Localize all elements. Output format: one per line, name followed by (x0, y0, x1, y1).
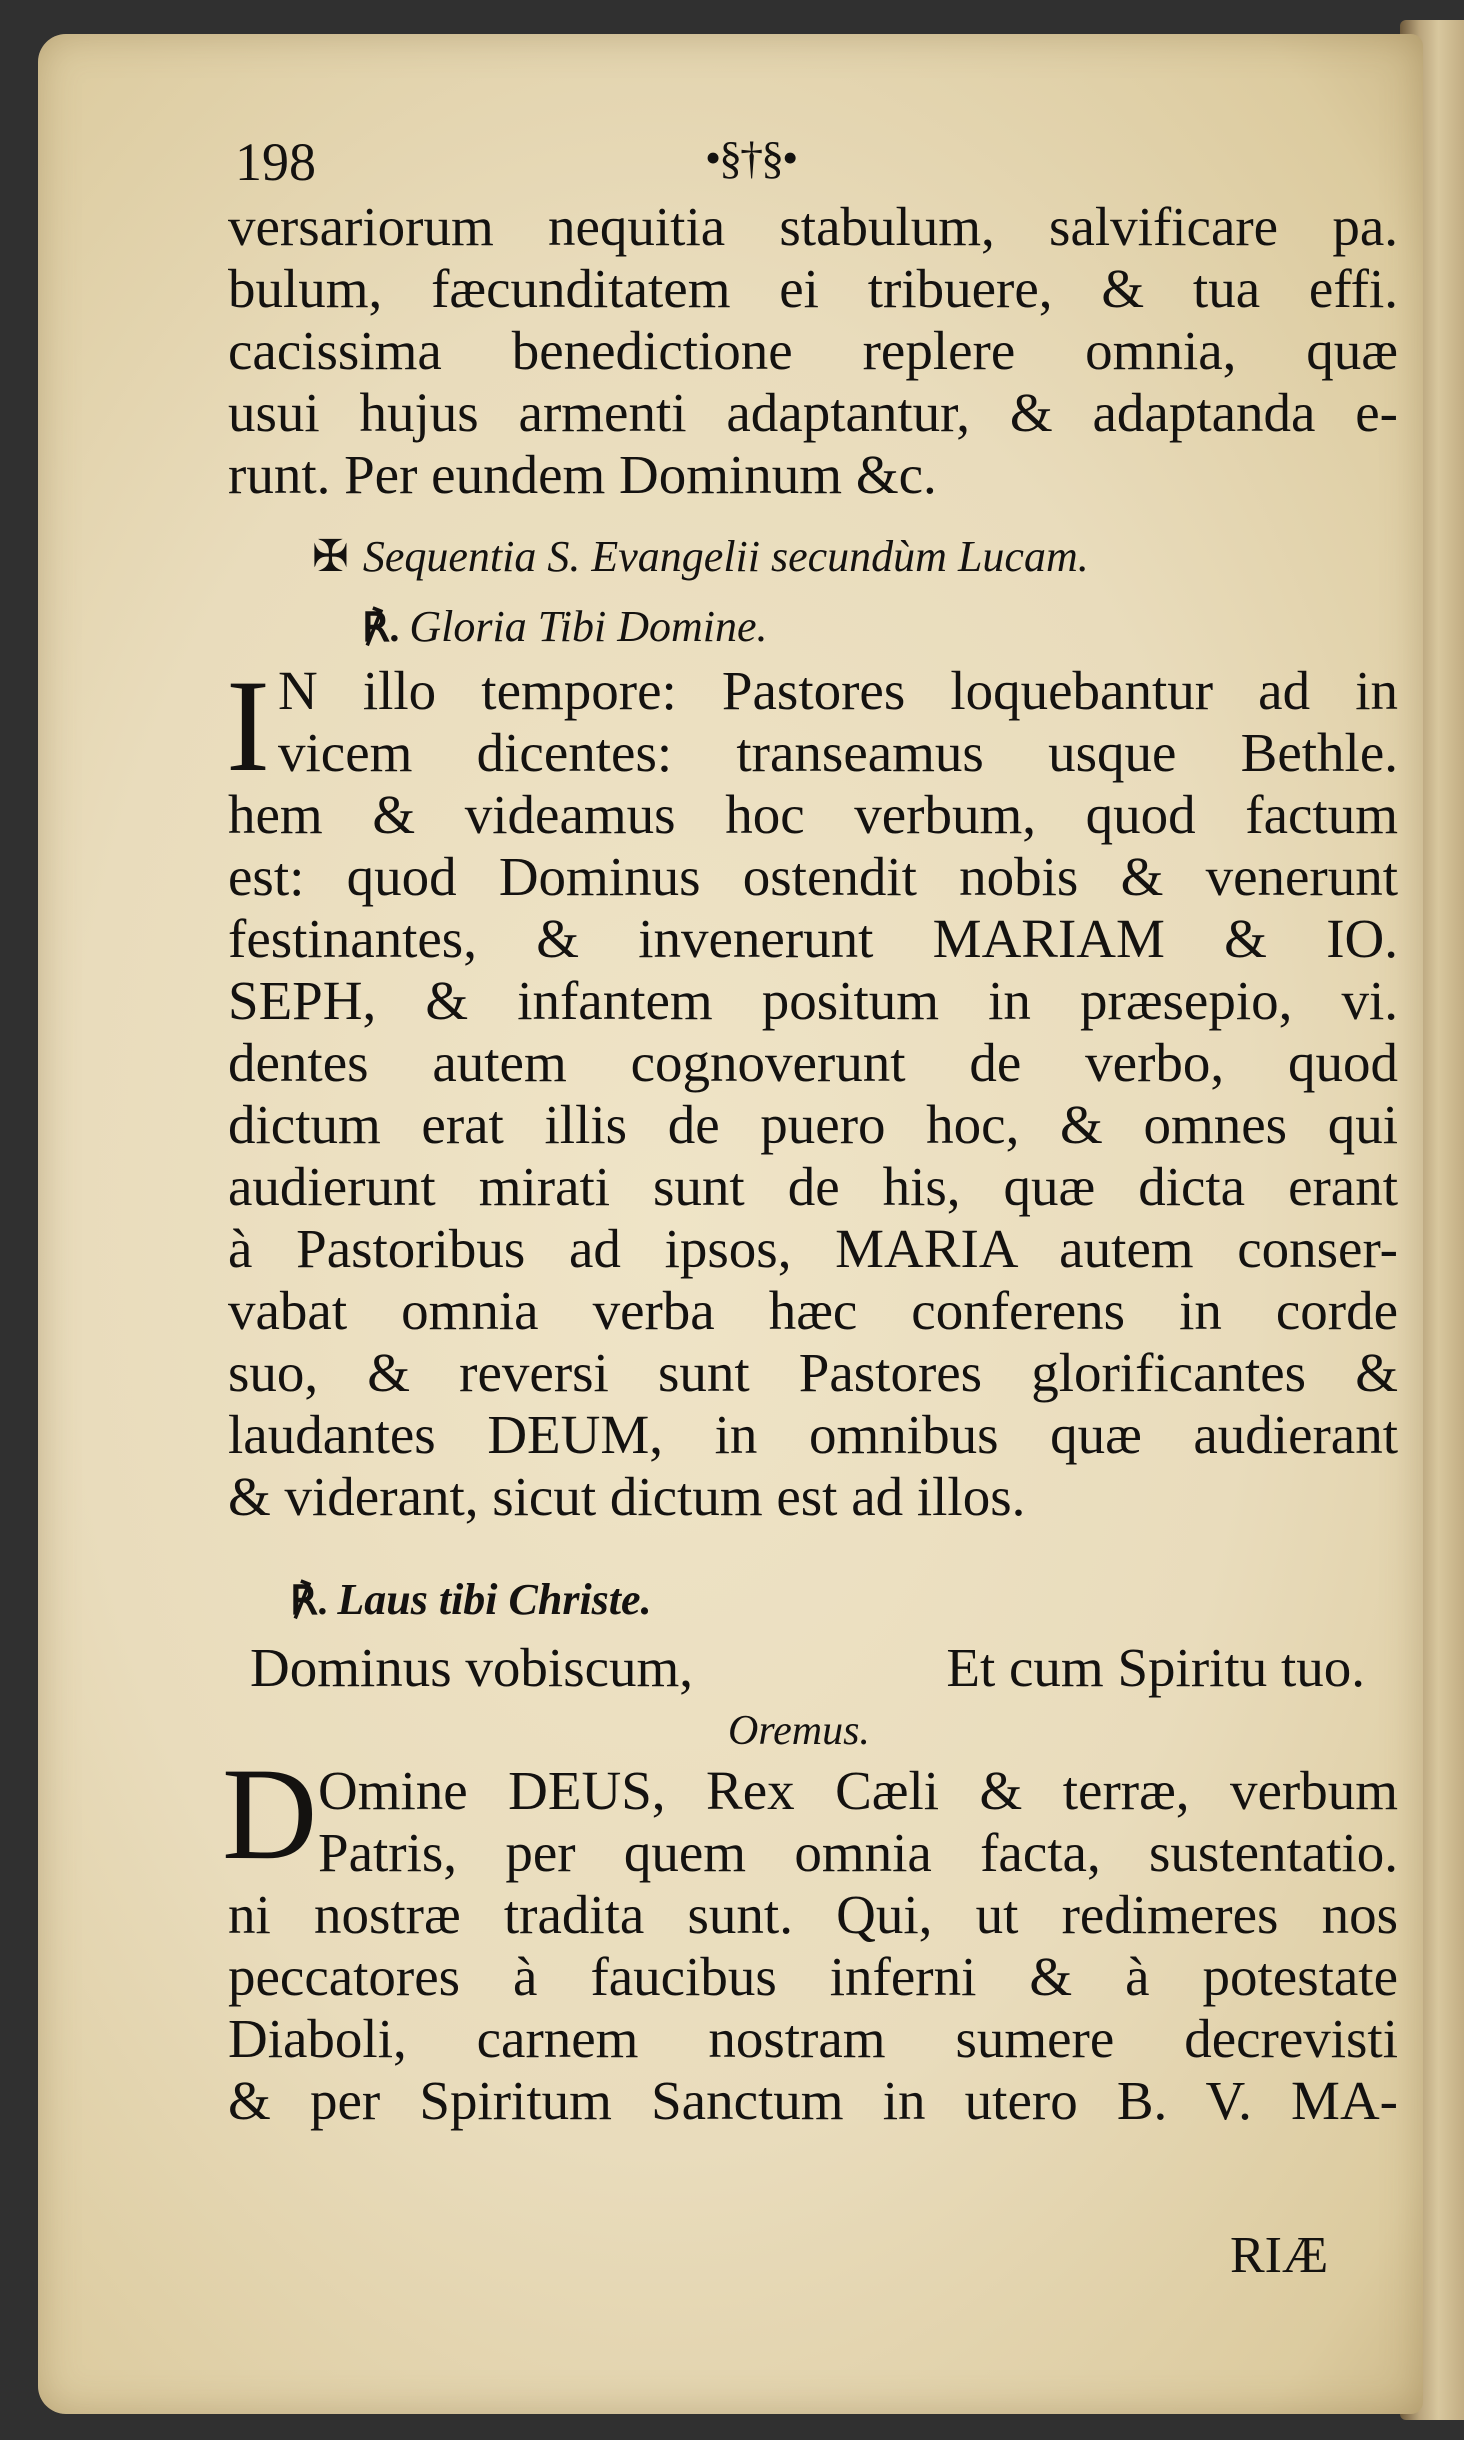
gospel-line: est: quod Dominus ostendit nobis & venerunt (228, 846, 1398, 907)
final-prayer-line: Omine DEUS, Rex Cæli & terræ, verbum (318, 1760, 1398, 1821)
catchword: RIÆ (1230, 2227, 1329, 2284)
gospel-heading (312, 532, 1089, 581)
gospel-line: N illo tempore: Pastores loquebantur ad in (278, 660, 1398, 721)
response-laus-text: Laus tibi Christe. (337, 1575, 652, 1624)
response: Et cum Spiritu tuo. (946, 1637, 1365, 1698)
gospel-line: vabat omnia verba hæc conferens in corde (228, 1280, 1398, 1341)
gospel-line: suo, & reversi sunt Pastores glorificantes & (228, 1342, 1398, 1403)
cross-icon: ✠ (312, 532, 349, 581)
prayer-line: cacissima benedictione replere omnia, quæ (228, 320, 1398, 381)
prayer-line: runt. Per eundem Dominum &c. (228, 444, 937, 505)
gospel-line: à Pastoribus ad ipsos, MARIA autem conser- (228, 1218, 1398, 1279)
final-prayer-line: & per Spiritum Sanctum in utero B. V. MA- (228, 2070, 1398, 2131)
final-prayer-line: peccatores à faucibus inferni & à potestate (228, 1946, 1398, 2007)
final-prayer-line: Patris, per quem omnia facta, sustentatio. (318, 1822, 1398, 1883)
page-number: 198 (235, 132, 316, 192)
prayer-line: versariorum nequitia stabulum, salvificare pa. (228, 196, 1398, 257)
prayer-dropcap: D (222, 1740, 318, 1887)
prayer-line: usui hujus armenti adaptantur, & adaptanda e- (228, 382, 1398, 443)
prayer-line: bulum, fæcunditatem ei tribuere, & tua effi. (228, 258, 1398, 319)
gospel-line: dictum erat illis de puero hoc, & omnes qui (228, 1094, 1398, 1155)
gospel-line: dentes autem cognoverunt de verbo, quod (228, 1032, 1398, 1093)
final-prayer (228, 1760, 1398, 2132)
continued-prayer (228, 196, 1398, 506)
gospel-line: vicem dicentes: transeamus usque Bethle. (278, 722, 1398, 783)
dialog-line (250, 1637, 1365, 1698)
response-gloria (362, 602, 768, 651)
gospel-line: laudantes DEUM, in omnibus quæ audierant (228, 1404, 1398, 1465)
response-symbol: ℟. (290, 1578, 328, 1623)
header-ornament: •§†§• (705, 132, 797, 183)
gospel-heading-text: Sequentia S. Evangelii secundùm Lucam. (362, 532, 1089, 581)
final-prayer-line: ni nostræ tradita sunt. Qui, ut redimeres nos (228, 1884, 1398, 1945)
gospel-text (226, 652, 1398, 1528)
versicle: Dominus vobiscum, (250, 1637, 694, 1698)
final-prayer-line: Diaboli, carnem nostram sumere decrevisti (228, 2008, 1398, 2069)
gospel-line: hem & videamus hoc verbum, quod factum (228, 784, 1398, 845)
oremus-heading: Oremus. (728, 1708, 870, 1754)
gospel-line: festinantes, & invenerunt MARIAM & IO. (228, 908, 1398, 969)
response-gloria-text: Gloria Tibi Domine. (409, 602, 768, 651)
gospel-dropcap: I (226, 652, 270, 799)
gospel-line: audierunt mirati sunt de his, quæ dicta erant (228, 1156, 1398, 1217)
gospel-line: & viderant, sicut dictum est ad illos. (228, 1466, 1026, 1527)
response-laus (290, 1575, 652, 1624)
response-symbol: ℟. (362, 605, 400, 650)
gospel-line: SEPH, & infantem positum in præsepio, vi. (228, 970, 1398, 1031)
